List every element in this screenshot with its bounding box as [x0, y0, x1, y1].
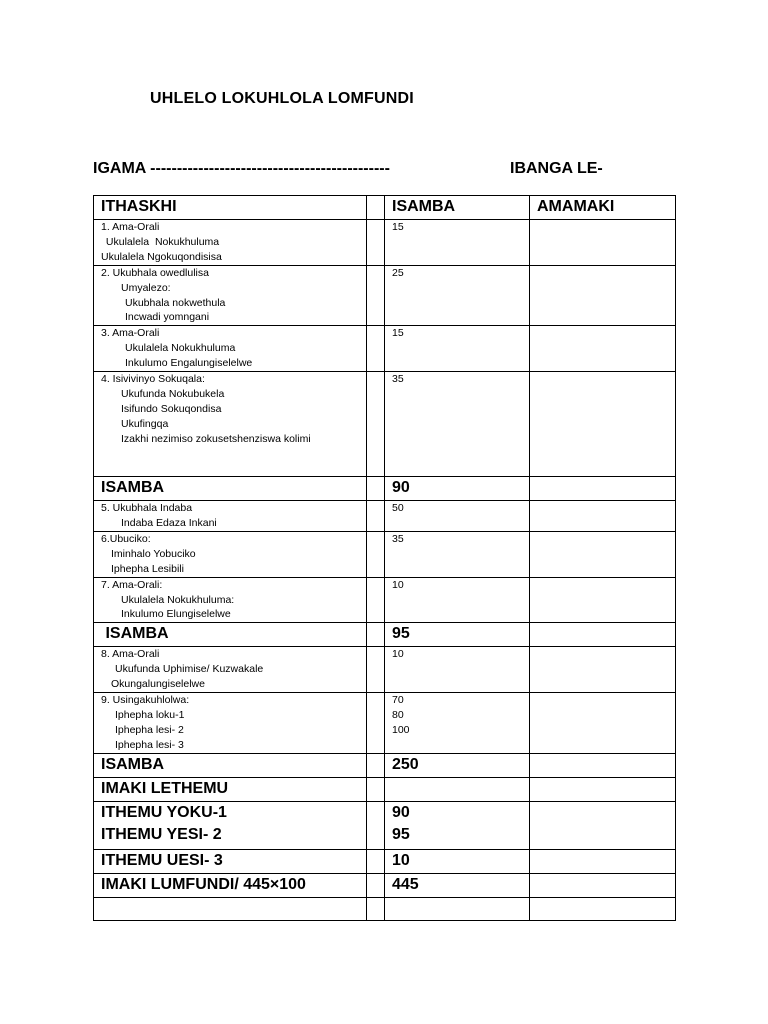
task-line: Iphepha loku-1 [115, 708, 185, 721]
task-line: Ukulalela Nokukhuluma [103, 235, 220, 248]
task-line: Isifundo Sokuqondisa [121, 402, 222, 415]
term-marks-label: IMAKI LETHEMU [94, 777, 367, 801]
task-line: Ukubhala nokwethula [125, 296, 226, 309]
grade-field-label: IBANGA LE- [510, 160, 603, 177]
empty-cell [94, 897, 367, 920]
total-value: 15 [392, 221, 404, 233]
table-row [94, 577, 676, 623]
spacer-cell [367, 897, 385, 920]
task-line: Umyalezo: [121, 281, 171, 294]
task-line: Izakhi nezimiso zokusetshenziswa kolimi [121, 432, 311, 445]
task-line: 6.Ubuciko: [101, 532, 151, 545]
spacer-cell [367, 577, 385, 623]
task-line: 8. Ama-Orali [101, 648, 160, 661]
subtotal-label: ISAMBA [94, 477, 367, 501]
task-cell [94, 577, 367, 623]
task-line: 3. Ama-Orali [101, 327, 160, 340]
task-line: Incwadi yomngani [125, 311, 210, 324]
term-value-cell [385, 801, 530, 849]
term-2-value: 95 [392, 825, 410, 843]
spacer-cell [367, 220, 385, 266]
empty-row [94, 897, 676, 920]
spacer-cell [367, 777, 385, 801]
spacer-cell [367, 477, 385, 501]
task-line: Iphepha lesi- 3 [115, 738, 184, 751]
task-line: Inkulumo Engalungiselelwe [125, 357, 253, 370]
spacer-cell [367, 501, 385, 532]
term-1-label: ITHEMU YOKU-1 [101, 803, 227, 821]
spacer-cell [367, 753, 385, 777]
total-cell [385, 647, 530, 693]
subtotal-value: 95 [385, 623, 530, 647]
subtotal-label: ISAMBA [94, 623, 367, 647]
table-header-row [94, 196, 676, 220]
term-marks-value [385, 777, 530, 801]
marks-cell [530, 777, 676, 801]
spacer-cell [367, 647, 385, 693]
learner-mark-label: IMAKI LUMFUNDI/ 445×100 [94, 873, 367, 897]
marks-cell [530, 693, 676, 754]
term-2-label: ITHEMU YESI- 2 [101, 825, 222, 843]
task-cell [94, 220, 367, 266]
marks-cell [530, 623, 676, 647]
total-cell [385, 501, 530, 532]
marks-cell [530, 531, 676, 577]
term-1-value: 90 [392, 803, 410, 821]
learner-mark-value: 445 [385, 873, 530, 897]
term-row [94, 801, 676, 849]
subtotal-value: 90 [385, 477, 530, 501]
task-cell [94, 647, 367, 693]
table-row [94, 372, 676, 477]
assessment-table [93, 195, 676, 921]
spacer-cell [367, 372, 385, 477]
total-cell [385, 265, 530, 326]
total-value: 10 [392, 648, 404, 661]
task-cell [94, 326, 367, 372]
subtotal-value: 250 [385, 753, 530, 777]
task-line: Indaba Edaza Inkani [121, 516, 217, 529]
document-title: UHLELO LOKUHLOLA LOMFUNDI [150, 90, 414, 107]
task-line: Iphepha lesi- 2 [115, 723, 184, 736]
marks-cell [530, 220, 676, 266]
task-cell [94, 531, 367, 577]
task-line: Ukufingqa [121, 417, 169, 430]
marks-cell [530, 265, 676, 326]
term-3-label: ITHEMU UESI- 3 [94, 849, 367, 873]
table-row [94, 693, 676, 754]
table-row [94, 531, 676, 577]
task-line: 7. Ama-Orali: [101, 578, 163, 591]
header-marks: AMAMAKI [530, 196, 676, 220]
task-line: Iminhalo Yobuciko [111, 547, 196, 560]
spacer-cell [367, 531, 385, 577]
task-line: 4. Isivivinyo Sokuqala: [101, 373, 205, 386]
total-value: 70 [392, 694, 404, 707]
spacer-cell [367, 623, 385, 647]
task-cell [94, 693, 367, 754]
subtotal-label: ISAMBA [94, 753, 367, 777]
subtotal-row [94, 623, 676, 647]
total-value: 35 [392, 532, 404, 545]
table-row [94, 326, 676, 372]
marks-cell [530, 501, 676, 532]
header-total: ISAMBA [385, 196, 530, 220]
table-row [94, 265, 676, 326]
spacer-cell [367, 326, 385, 372]
marks-cell [530, 801, 676, 849]
spacer-cell [367, 196, 385, 220]
task-line: Iphepha Lesibili [111, 562, 184, 575]
marks-cell [530, 873, 676, 897]
term-3-value: 10 [385, 849, 530, 873]
table-row [94, 501, 676, 532]
marks-cell [530, 372, 676, 477]
marks-cell [530, 849, 676, 873]
task-cell [94, 372, 367, 477]
term-marks-row [94, 777, 676, 801]
total-cell [385, 326, 530, 372]
task-line: Ukulalela Nokukhuluma: [121, 593, 235, 606]
spacer-cell [367, 849, 385, 873]
task-line: 2. Ukubhala owedlulisa [101, 266, 209, 279]
marks-cell [530, 477, 676, 501]
empty-cell [385, 897, 530, 920]
total-value: 80 [392, 708, 404, 721]
total-value: 100 [392, 723, 410, 736]
total-cell [385, 693, 530, 754]
name-field-label: IGAMA --------------------------------------------- [93, 160, 390, 177]
task-line: Ukufunda Uphimise/ Kuzwakale [115, 663, 264, 676]
total-value: 15 [392, 327, 404, 340]
task-line: Ukulalela Nokukhuluma [125, 342, 236, 355]
total-cell [385, 531, 530, 577]
spacer-cell [367, 265, 385, 326]
spacer-cell [367, 801, 385, 849]
term-label-cell [94, 801, 367, 849]
total-cell [385, 577, 530, 623]
spacer-cell [367, 693, 385, 754]
subtotal-row [94, 477, 676, 501]
marks-cell [530, 647, 676, 693]
task-cell [94, 501, 367, 532]
marks-cell [530, 577, 676, 623]
spacer-cell [367, 873, 385, 897]
table-row [94, 220, 676, 266]
task-line: Inkulumo Elungiselelwe [121, 608, 231, 621]
task-line: 9. Usingakuhlolwa: [101, 694, 190, 707]
table-row [94, 647, 676, 693]
task-line: Ukufunda Nokubukela [121, 387, 225, 400]
task-cell [94, 265, 367, 326]
task-line: 1. Ama-Orali [101, 221, 160, 233]
total-value: 25 [392, 266, 404, 279]
subtotal-row [94, 753, 676, 777]
marks-cell [530, 897, 676, 920]
total-value: 50 [392, 502, 404, 515]
total-cell [385, 372, 530, 477]
task-line: 5. Ukubhala Indaba [101, 502, 193, 515]
total-cell [385, 220, 530, 266]
marks-cell [530, 753, 676, 777]
task-line: Okungalungiselelwe [111, 678, 205, 691]
task-line: Ukulalela Ngokuqondisisa [101, 250, 222, 263]
marks-cell [530, 326, 676, 372]
total-value: 10 [392, 578, 404, 591]
total-value: 35 [392, 373, 404, 386]
header-task: ITHASKHI [94, 196, 367, 220]
learner-mark-row [94, 873, 676, 897]
term-row [94, 849, 676, 873]
